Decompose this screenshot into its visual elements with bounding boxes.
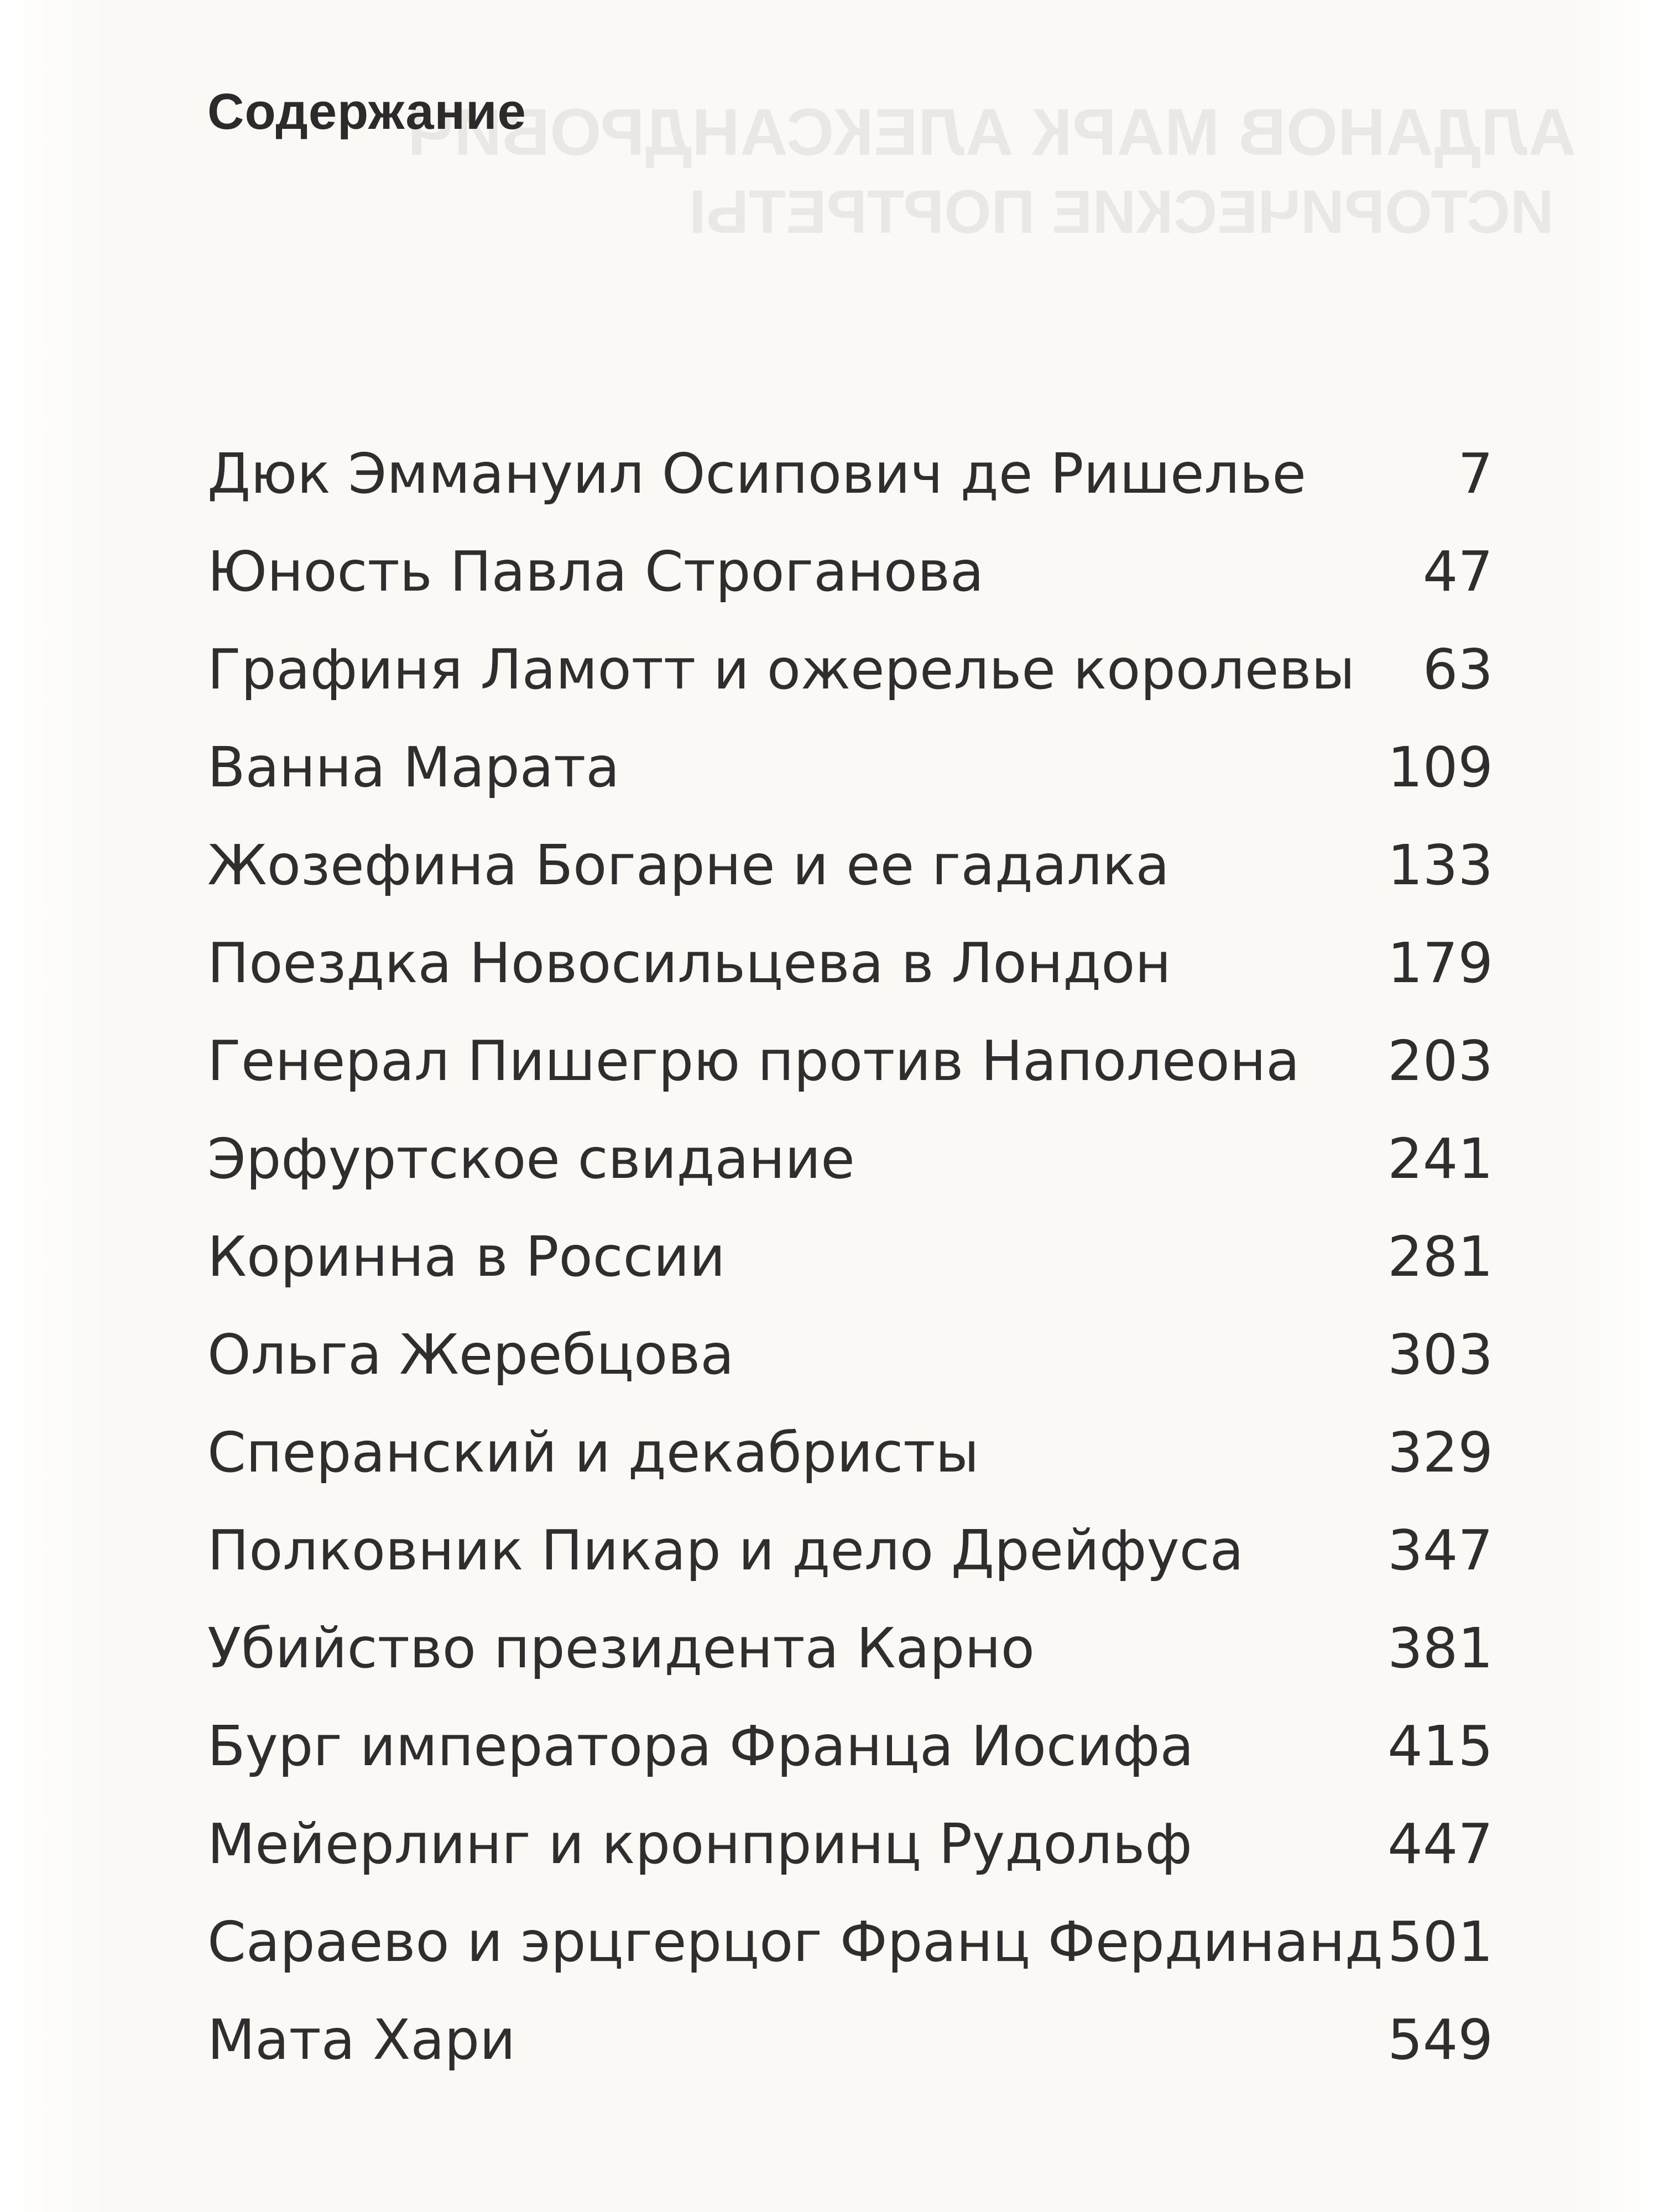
toc-entry-title: Коринна в России xyxy=(207,1224,726,1289)
toc-entry xyxy=(207,1991,1493,2089)
toc-entry-title: Эрфуртское свидание xyxy=(207,1126,855,1191)
toc-entry-page: 203 xyxy=(1387,1029,1493,1093)
toc-entry-title: Жозефина Богарне и ее гадалка xyxy=(207,833,1170,898)
toc-entry-title: Генерал Пишегрю против Наполеона xyxy=(207,1029,1300,1093)
toc-entry xyxy=(207,1599,1493,1697)
toc-entry xyxy=(207,1110,1493,1208)
toc-entry xyxy=(207,1697,1493,1795)
toc-entry-page: 109 xyxy=(1387,735,1493,800)
toc-entry-page: 133 xyxy=(1387,833,1493,898)
toc-entry-page: 329 xyxy=(1387,1420,1493,1485)
toc-entry-title: Мейерлинг и кронпринц Рудольф xyxy=(207,1812,1192,1876)
page-right-edge xyxy=(1571,0,1659,2212)
toc-entry-page: 381 xyxy=(1387,1616,1493,1681)
toc-entry xyxy=(207,1501,1493,1599)
toc-entry-title: Графиня Ламотт и ожерелье королевы xyxy=(207,637,1355,702)
toc-entry xyxy=(207,1893,1493,1991)
page-title: Содержание xyxy=(207,84,526,140)
toc-entry-title: Мата Хари xyxy=(207,2007,516,2072)
toc-entry-title: Бург императора Франца Иосифа xyxy=(207,1714,1194,1778)
toc-entry-title: Юность Павла Строганова xyxy=(207,539,984,604)
toc-entry xyxy=(207,816,1493,914)
toc-entry xyxy=(207,1795,1493,1893)
toc-entry-title: Убийство президента Карно xyxy=(207,1616,1035,1681)
toc-entry-page: 47 xyxy=(1422,539,1493,604)
toc-entry xyxy=(207,620,1493,718)
toc-entry-title: Поездка Новосильцева в Лондон xyxy=(207,931,1171,995)
toc-entry xyxy=(207,1306,1493,1404)
toc-entry xyxy=(207,1208,1493,1306)
toc-entry-title: Ольга Жеребцова xyxy=(207,1322,734,1387)
toc-entry xyxy=(207,1404,1493,1501)
bleed-through-subtitle: ИСТОРИЧЕСКИЕ ПОРТРЕТЫ xyxy=(689,178,1554,246)
toc-entry-page: 501 xyxy=(1387,1910,1493,1974)
page-left-margin xyxy=(0,0,100,2212)
toc-entry-page: 281 xyxy=(1387,1224,1493,1289)
toc-entry-page: 7 xyxy=(1458,441,1493,506)
table-of-contents xyxy=(207,425,1493,2089)
toc-entry xyxy=(207,914,1493,1012)
toc-entry-page: 63 xyxy=(1422,637,1493,702)
toc-entry-page: 303 xyxy=(1387,1322,1493,1387)
toc-entry-title: Полковник Пикар и дело Дрейфуса xyxy=(207,1518,1244,1583)
toc-entry-page: 179 xyxy=(1387,931,1493,995)
toc-entry-title: Сперанский и декабристы xyxy=(207,1420,979,1485)
toc-entry-page: 241 xyxy=(1387,1126,1493,1191)
toc-entry-page: 415 xyxy=(1387,1714,1493,1778)
toc-entry-title: Дюк Эммануил Осипович де Ришелье xyxy=(207,441,1306,506)
toc-entry-title: Сараево и эрцгерцог Франц Фердинанд xyxy=(207,1910,1384,1974)
bleed-through-title: АЛДАНОВ МАРК АЛЕКСАНДРОВИЧ xyxy=(407,95,1576,169)
toc-entry-page: 347 xyxy=(1387,1518,1493,1583)
toc-entry-page: 549 xyxy=(1387,2007,1493,2072)
toc-entry-page: 447 xyxy=(1387,1812,1493,1876)
toc-entry xyxy=(207,718,1493,816)
toc-entry xyxy=(207,523,1493,620)
toc-entry xyxy=(207,425,1493,523)
toc-entry-title: Ванна Марата xyxy=(207,735,620,800)
toc-entry xyxy=(207,1012,1493,1110)
